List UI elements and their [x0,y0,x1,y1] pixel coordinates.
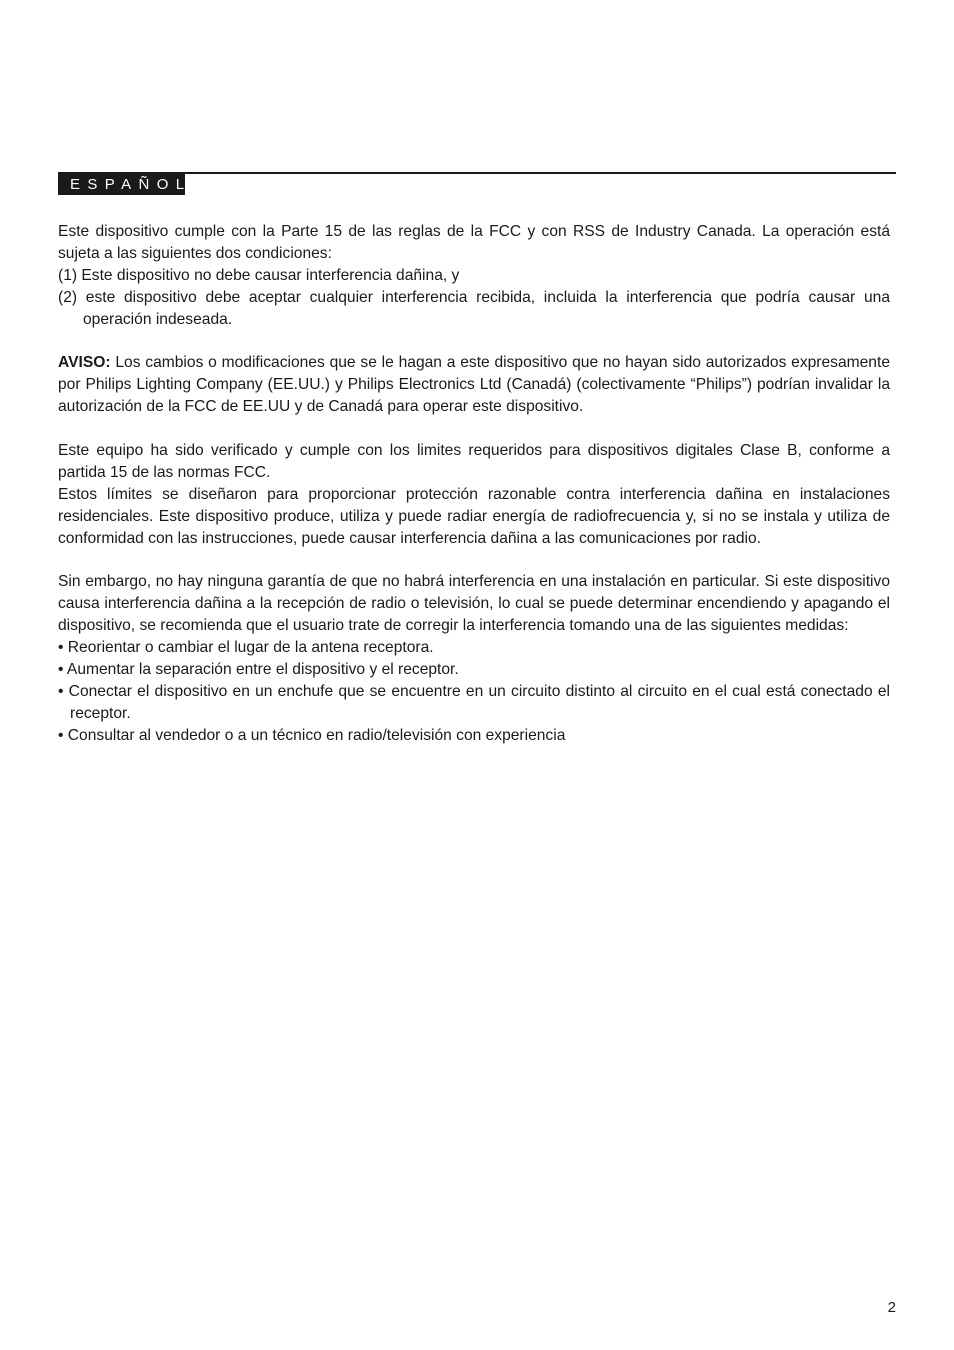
notice-label: AVISO: [58,354,111,372]
measures-intro: Sin embargo, no hay ninguna garantía de que no habrá interferencia en una instalación en particular. Si este dispositivo causa interferencia dañina a la recepción de radio o televisión, lo cual se puede determinar encendiendo y apagando el dispositivo, se recomienda que el usuario trate de corregir la interferencia tomando una de las siguientes medidas: [58,573,890,635]
measure-item: • Reorientar o cambiar el lugar de la antena receptora. [58,639,434,657]
fcc-condition-2: (2) este dispositivo debe aceptar cualquier interferencia recibida, incluida la interferencia que podría causar una operación indeseada. [58,288,890,328]
measure-item: • Conectar el dispositivo en un enchufe que se encuentre en un circuito distinto al circuito en el cual está conectado el receptor. [58,682,890,722]
page-number: 2 [887,1299,896,1316]
notice-text: Los cambios o modificaciones que se le hagan a este dispositivo que no hayan sido autorizados expresamente por Philips Lighting Company (EE.UU.) y Philips Electronics Ltd (Canadá) (colectivamente “Philips”) podrían invalidar la autorización de la FCC de EE.UU y de Canadá para operar este dispositivo. [58,354,890,416]
fcc-compliance-intro: Este dispositivo cumple con la Parte 15 de las reglas de la FCC y con RSS de Industry Canada. La operación está sujeta a las siguientes dos condiciones: [58,223,890,262]
measure-item: • Consultar al vendedor o a un técnico en radio/televisión con experiencia [58,726,566,744]
document-body [58,221,890,747]
fcc-condition-1: (1) Este dispositivo no debe causar interferencia dañina, y [58,266,460,284]
notice-paragraph [58,352,890,418]
class-b-paragraph: Este equipo ha sido verificado y cumple con los limites requeridos para dispositivos digitales Clase B, conforme a partida 15 de las normas FCC. [58,442,890,481]
paragraph-spacer [58,418,890,440]
paragraph-spacer [58,331,890,353]
language-section-tab: ESPAÑOL [58,174,185,195]
limits-paragraph: Estos límites se diseñaron para proporcionar protección razonable contra interferencia dañina en instalaciones residenciales. Este dispositivo produce, utiliza y puede radiar energía de radiofrecuencia y, si no se instala y utiliza de conformidad con las instrucciones, puede causar interferencia dañina a las comunicaciones por radio. [58,485,890,547]
measure-item: • Aumentar la separación entre el dispositivo y el receptor. [58,661,459,679]
paragraph-spacer [58,550,890,572]
